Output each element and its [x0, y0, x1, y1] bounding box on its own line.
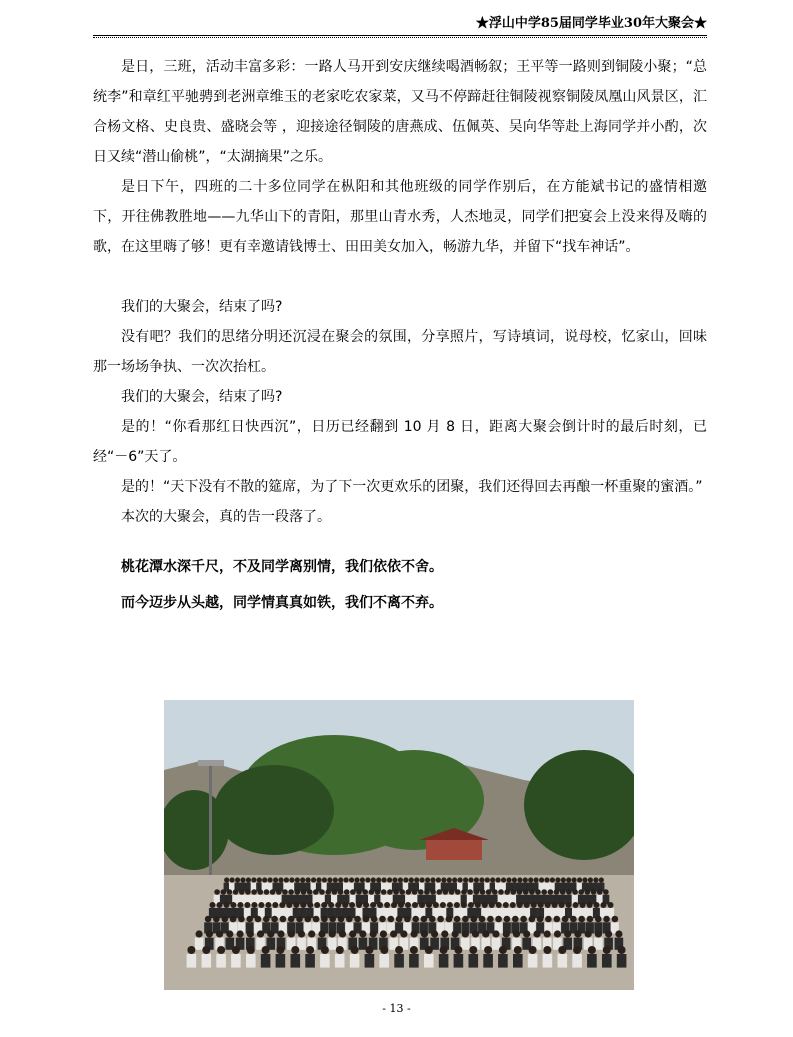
paragraph: 我们的大聚会，结束了吗?	[121, 389, 283, 405]
bold-closing-line: 桃花潭水深千尺，不及同学离别情，我们依依不舍。	[121, 559, 443, 575]
spacer	[93, 262, 707, 292]
group-photo	[164, 700, 634, 990]
header-rule-dotted	[93, 37, 707, 38]
paragraph: 本次的大聚会，真的告一段落了。	[121, 509, 331, 525]
spacer	[93, 532, 707, 552]
paragraph: 我们的大聚会，结束了吗?	[121, 299, 283, 315]
paragraph: 是日下午，四班的二十多位同学在枞阳和其他班级的同学作别后，在方能斌书记的盛情相邀下，开往佛教胜地——九华山下的青阳，那里山青水秀，人杰地灵，同学们把宴会上没来得及嗨的歌，在这里嗨了够！更有幸邀请钱博士、田田美女加入，畅游九华，并留下“找车神话”。	[93, 179, 707, 255]
paragraph: 没有吧？我们的思绪分明还沉浸在聚会的氛围，分享照片，写诗填词，说母校，忆家山，回味那一场场争执、一次次抬杠。	[93, 329, 707, 375]
paragraph: 是日，三班，活动丰富多彩：一路人马开到安庆继续喝酒畅叙；王平等一路则到铜陵小聚；“总统李”和章红平驰骋到老洲章维玉的老家吃农家菜，又马不停蹄赶往铜陵视察铜陵凤凰山风景区，汇合杨文格、史良贵、盛晓会等 ，迎接途径铜陵的唐燕成、伍佩英、吴向华等赴上海同学并小酌，次日又续“潜山偷桃”，“太湖摘果”之乐。	[93, 59, 707, 165]
body-text	[93, 52, 707, 618]
paragraph: 是的！“天下没有不散的筵席，为了下一次更欢乐的团聚，我们还得回去再酿一杯重聚的蜜酒。”	[121, 479, 703, 495]
page-number: - 13 -	[382, 1002, 411, 1015]
page-header: ★浮山中学85届同学毕业30年大聚会★	[475, 16, 707, 31]
paragraph: 是的！“你看那红日快西沉”，日历已经翻到 10 月 8 日，距离大聚会倒计时的最后时刻，已经“－6”天了。	[93, 419, 707, 465]
header-rule	[93, 35, 707, 36]
bold-closing-line: 而今迈步从头越，同学情真真如铁，我们不离不弃。	[121, 595, 443, 611]
